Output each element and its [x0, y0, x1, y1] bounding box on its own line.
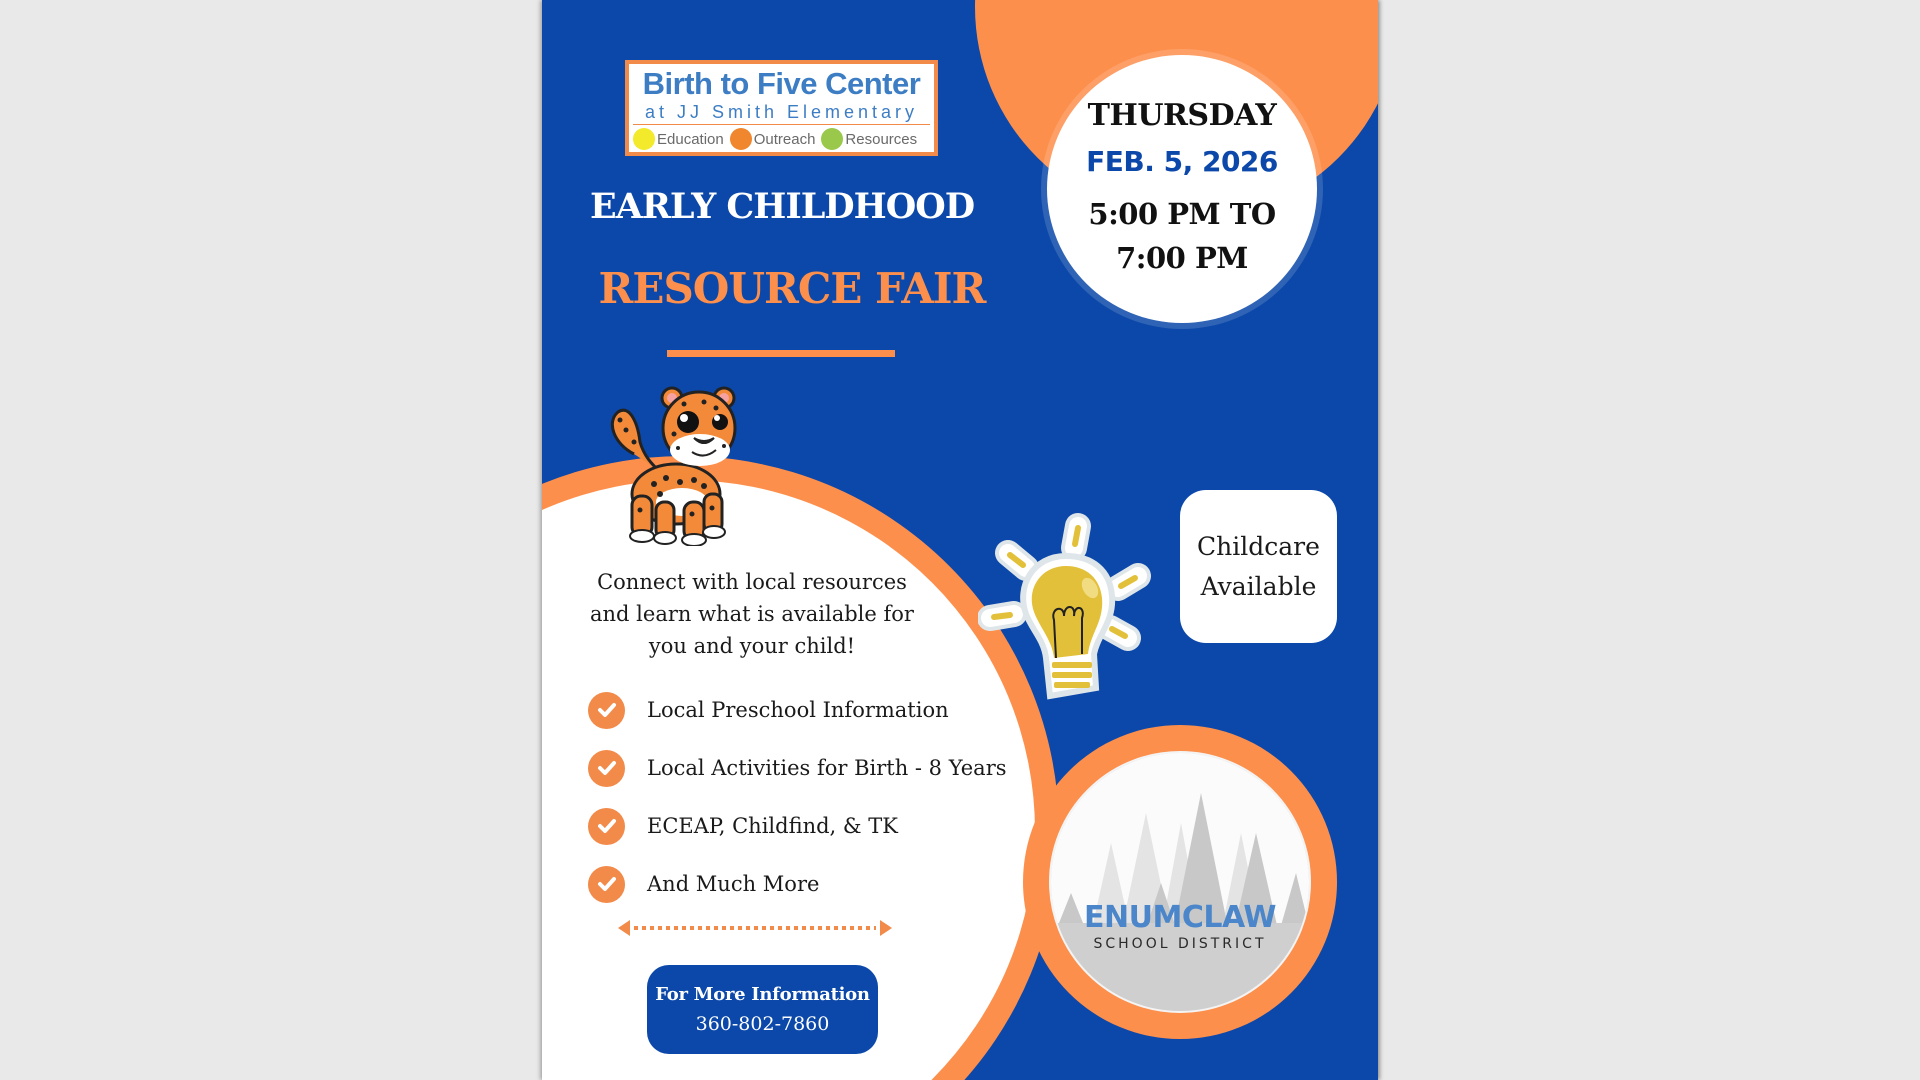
- enumclaw-district-logo: [1049, 751, 1311, 1013]
- event-time: [1088, 192, 1275, 280]
- logo-tag-resources: [821, 128, 917, 150]
- lightbulb-icon: [978, 508, 1158, 708]
- check-circle-icon: [588, 750, 625, 787]
- logo-tags: [633, 128, 934, 150]
- forest-trees-icon: [1051, 753, 1311, 1013]
- birth-to-five-logo: [625, 60, 938, 156]
- cheetah-cub-icon: [604, 384, 749, 546]
- logo-tag-education: [633, 128, 724, 150]
- list-item-label: ECEAP, Childfind, & TK: [647, 814, 898, 838]
- intro-text: [582, 566, 922, 662]
- list-item-label: And Much More: [647, 872, 820, 896]
- list-item: [588, 797, 1007, 855]
- phone-number[interactable]: 360-802-7860: [695, 1013, 830, 1035]
- tree-icon: [730, 128, 752, 150]
- headline-resource-fair: RESOURCE FAIR: [598, 264, 986, 313]
- list-item: [588, 739, 1007, 797]
- childcare-available-box: [1180, 490, 1337, 643]
- logo-tag-outreach: [730, 128, 816, 150]
- intro-line: you and your child!: [648, 634, 856, 658]
- list-item: [588, 855, 1007, 913]
- logo-tag-label: Education: [657, 130, 724, 148]
- district-subtitle: SCHOOL DISTRICT: [1093, 936, 1267, 952]
- childcare-line: Childcare: [1197, 531, 1320, 561]
- more-info-box: [647, 965, 878, 1054]
- logo-tag-label: Outreach: [753, 130, 816, 148]
- tree-icon: [821, 128, 843, 150]
- intro-line: Connect with local resources: [597, 570, 907, 594]
- feature-list: [588, 681, 1007, 913]
- event-time-end: 7:00 PM: [1116, 241, 1248, 275]
- headline-underline: [667, 350, 895, 357]
- check-circle-icon: [588, 692, 625, 729]
- intro-line: and learn what is available for: [590, 602, 914, 626]
- logo-title: Birth to Five Center: [642, 66, 921, 101]
- logo-subtitle: at JJ Smith Elementary: [644, 102, 919, 122]
- check-circle-icon: [588, 866, 625, 903]
- district-name: ENUMCLAW: [1084, 900, 1276, 935]
- list-item-label: Local Preschool Information: [647, 698, 949, 722]
- event-date-circle: [1047, 55, 1317, 323]
- headline-early-childhood: EARLY CHILDHOOD: [589, 186, 975, 227]
- more-info-title: For More Information: [655, 984, 870, 1005]
- event-day: THURSDAY: [1087, 98, 1277, 133]
- childcare-text: [1197, 527, 1320, 607]
- logo-divider: [633, 124, 930, 125]
- childcare-line: Available: [1200, 571, 1317, 601]
- logo-tag-label: Resources: [845, 130, 918, 148]
- list-item: [588, 681, 1007, 739]
- check-circle-icon: [588, 808, 625, 845]
- list-item-label: Local Activities for Birth - 8 Years: [647, 756, 1007, 780]
- flyer-poster: [542, 0, 1378, 1080]
- event-time-start: 5:00 PM TO: [1088, 197, 1276, 231]
- double-arrow-divider-icon: [618, 920, 892, 936]
- tree-icon: [633, 128, 655, 150]
- event-date: FEB. 5, 2026: [1086, 145, 1278, 178]
